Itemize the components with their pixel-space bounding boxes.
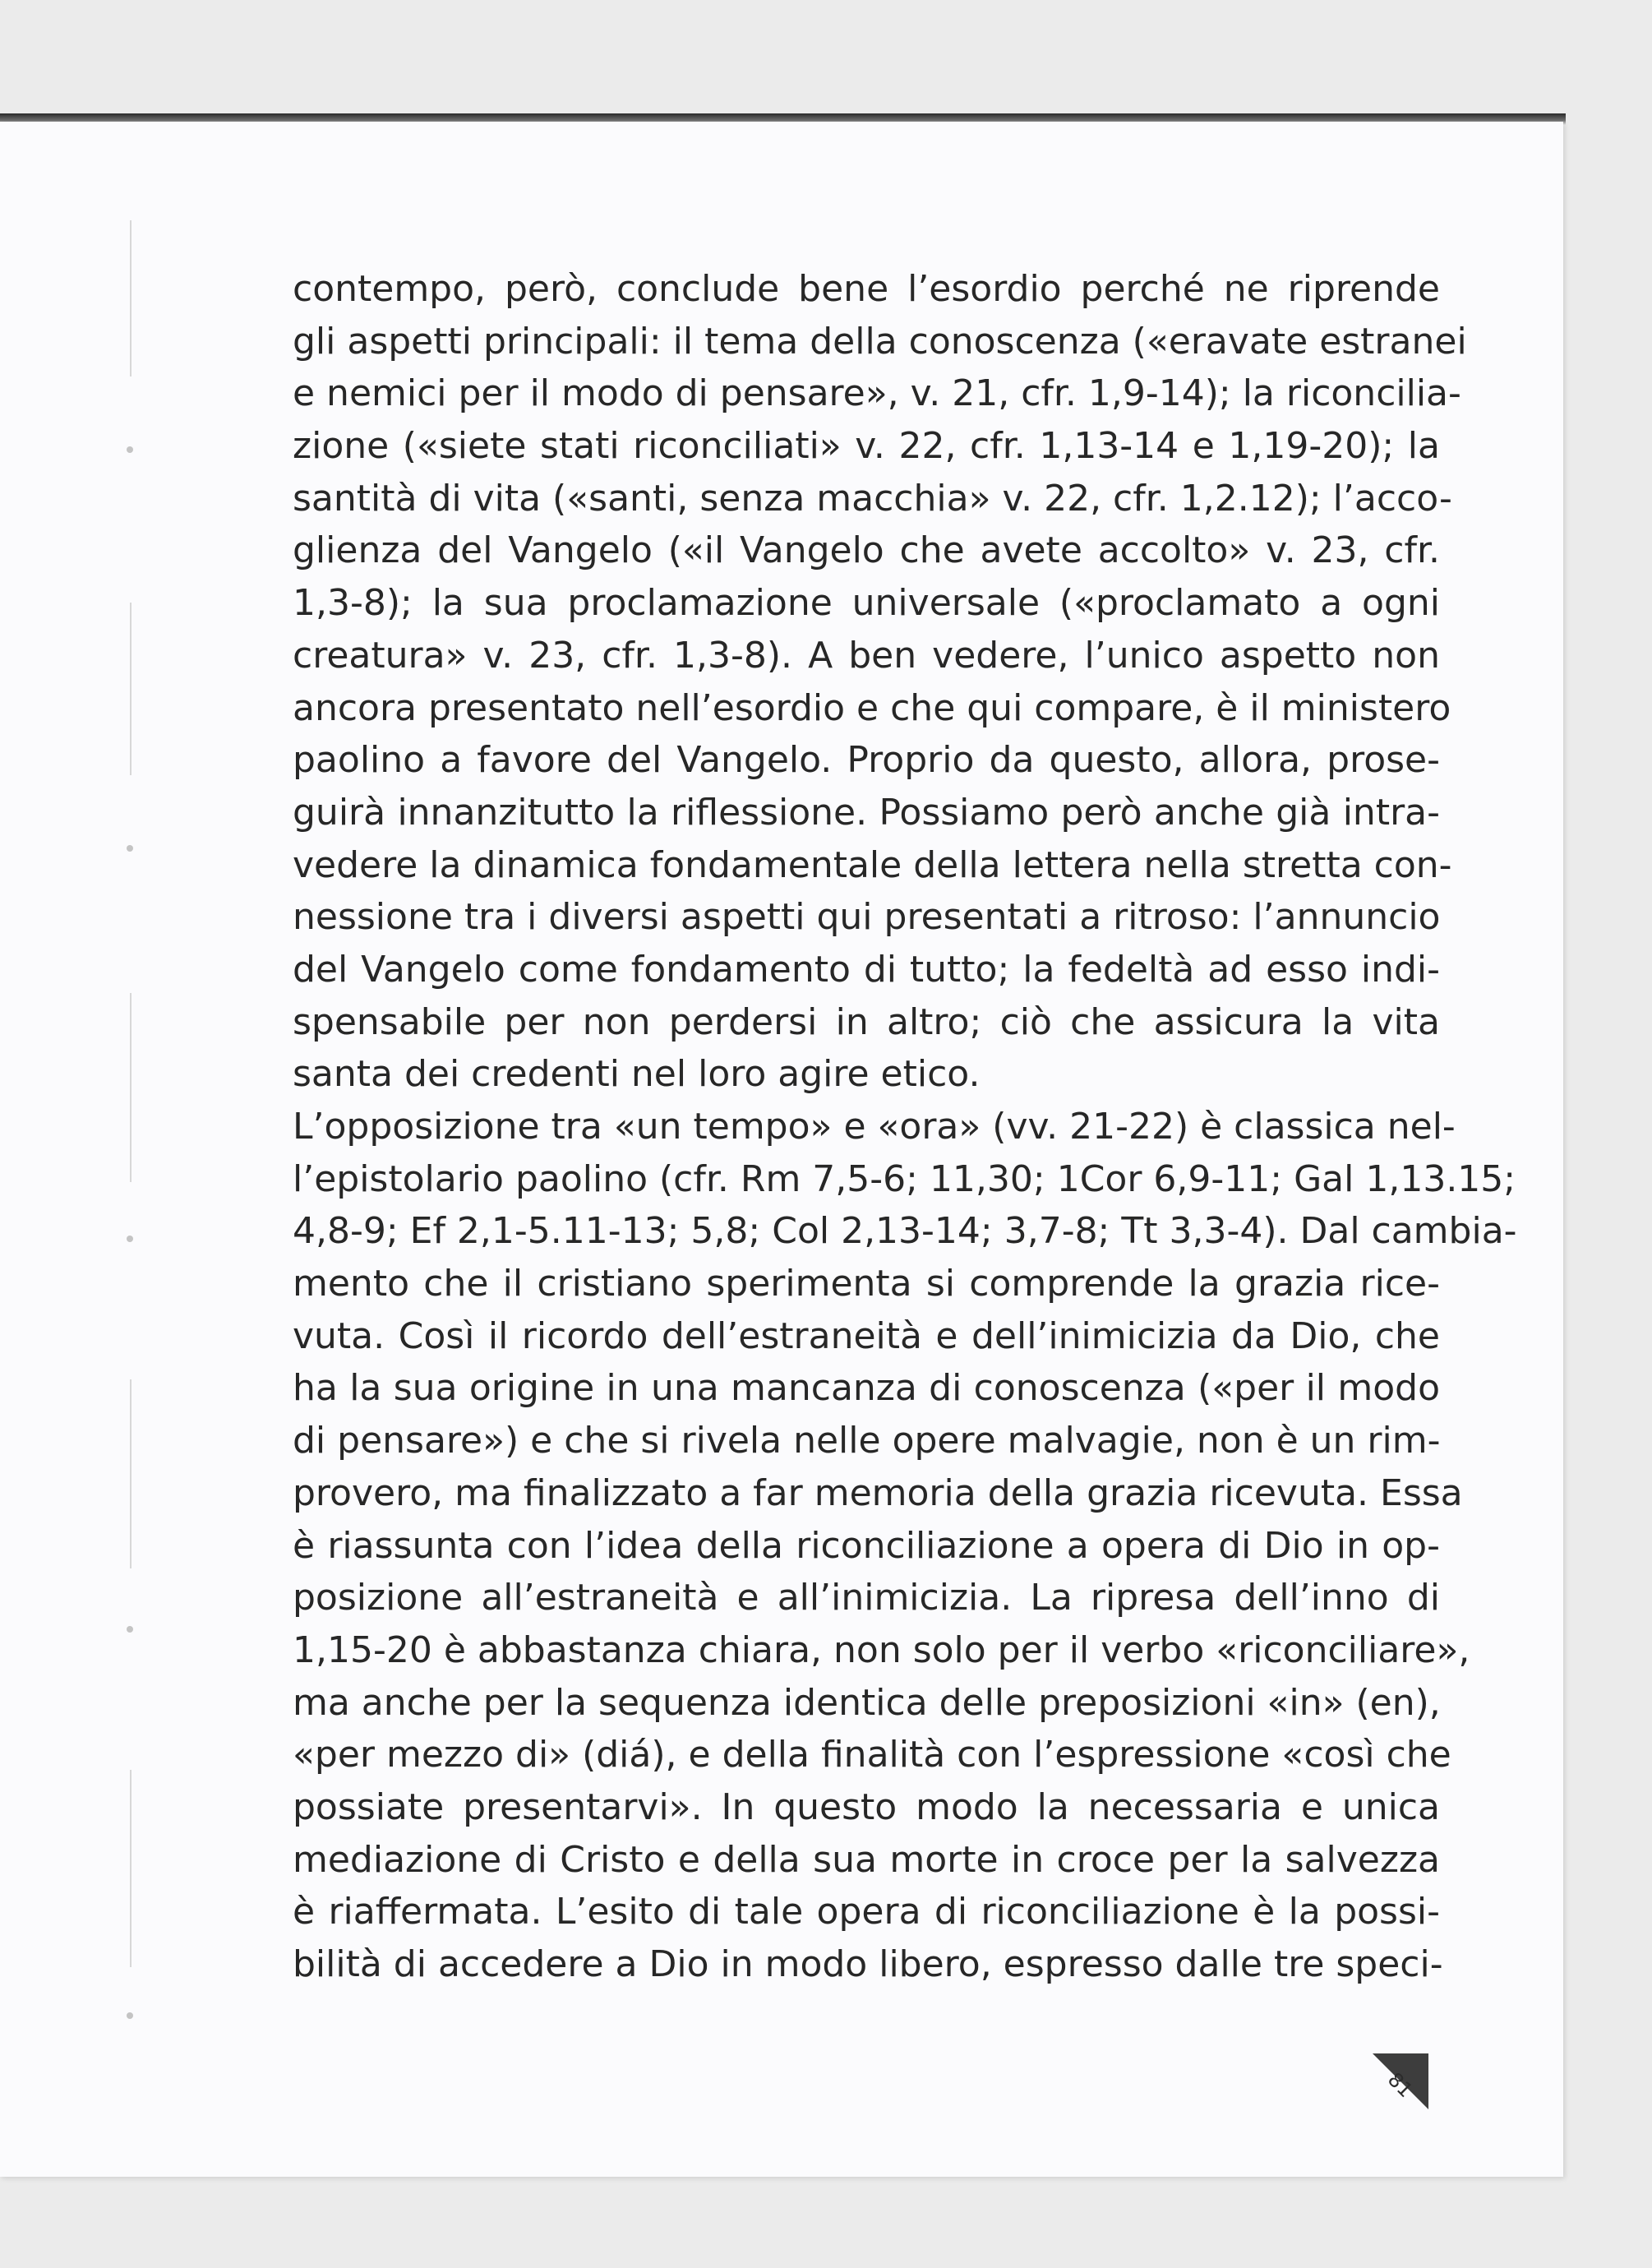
text-line: del Vangelo come fondamento di tutto; la fedeltà ad esso indi- — [293, 948, 1440, 991]
text-line: gli aspetti principali: il tema della conoscenza («eravate estranei — [293, 320, 1467, 363]
text-line: santa dei credenti nel loro agire etico. — [293, 1053, 981, 1096]
binding-thread-mark — [130, 220, 132, 376]
text-line: contempo, però, conclude bene l’esordio perché ne riprende — [293, 268, 1440, 310]
text-line: ancora presentato nell’esordio e che qui compare, è il ministero — [293, 686, 1451, 729]
text-line: vedere la dinamica fondamentale della lettera nella stretta con- — [293, 843, 1452, 886]
text-line: e nemici per il modo di pensare», v. 21, cfr. 1,9-14); la riconcilia- — [293, 372, 1461, 415]
text-line: possiate presentarvi». In questo modo la necessaria e unica — [293, 1785, 1440, 1828]
text-line: 1,3-8); la sua proclamazione universale («proclamato a ogni — [293, 582, 1440, 625]
text-line: guirà innanzitutto la riflessione. Possiamo però anche già intra- — [293, 791, 1440, 834]
page-number: 81 — [1382, 2067, 1418, 2103]
text-line: ha la sua origine in una mancanza di conoscenza («per il modo — [293, 1367, 1440, 1410]
text-line: mento che il cristiano sperimenta si comprende la grazia rice- — [293, 1263, 1440, 1305]
text-line: paolino a favore del Vangelo. Proprio da questo, allora, prose- — [293, 739, 1440, 782]
text-line: 4,8-9; Ef 2,1-5.11-13; 5,8; Col 2,13-14; 3,7-8; Tt 3,3-4). Dal cambia- — [293, 1210, 1517, 1253]
text-line: glienza del Vangelo («il Vangelo che avete accolto» v. 23, cfr. — [293, 529, 1440, 572]
text-line: «per mezzo di» (diá), e della finalità con l’espressione «così che — [293, 1734, 1451, 1776]
text-line: posizione all’estraneità e all’inimicizia. La ripresa dell’inno di — [293, 1577, 1440, 1619]
text-line: di pensare») e che si rivela nelle opere malvagie, non è un rim- — [293, 1420, 1441, 1462]
text-line: nessione tra i diversi aspetti qui presentati a ritroso: l’annuncio — [293, 896, 1441, 939]
text-line: mediazione di Cristo e della sua morte in croce per la salvezza — [293, 1838, 1440, 1881]
binding-thread-mark — [130, 1770, 132, 1967]
binding-thread-mark — [130, 1379, 132, 1568]
text-line: creatura» v. 23, cfr. 1,3-8). A ben vedere, l’unico aspetto non — [293, 634, 1440, 677]
text-line: provero, ma finalizzato a far memoria della grazia ricevuta. Essa — [293, 1471, 1463, 1514]
binding-thread-mark — [130, 603, 132, 775]
binding-stitch-dot — [127, 446, 133, 453]
text-line: è riassunta con l’idea della riconciliazione a opera di Dio in op- — [293, 1524, 1440, 1567]
text-line: è riaffermata. L’esito di tale opera di riconciliazione è la possi- — [293, 1891, 1440, 1933]
text-line: santità di vita («santi, senza macchia» v. 22, cfr. 1,2.12); l’acco- — [293, 477, 1452, 520]
binding-thread-mark — [130, 993, 132, 1182]
paragraph-1 — [293, 263, 1467, 1101]
binding-stitch-dot — [127, 845, 133, 852]
body-text — [293, 263, 1517, 1991]
text-line: 1,15-20 è abbastanza chiara, non solo per il verbo «riconciliare», — [293, 1628, 1470, 1671]
binding-stitch-dot — [127, 1626, 133, 1633]
binding-stitch-dot — [127, 2012, 133, 2019]
binding-stitch-dot — [127, 1236, 133, 1242]
page-number-corner — [1373, 2053, 1428, 2109]
text-line: vuta. Così il ricordo dell’estraneità e dell’inimicizia da Dio, che — [293, 1314, 1440, 1357]
text-line: zione («siete stati riconciliati» v. 22, cfr. 1,13-14 e 1,19-20); la — [293, 425, 1440, 468]
text-line: bilità di accedere a Dio in modo libero, espresso dalle tre speci- — [293, 1943, 1443, 1985]
text-line: l’epistolario paolino (cfr. Rm 7,5-6; 11,30; 1Cor 6,9-11; Gal 1,13.15; — [293, 1157, 1516, 1200]
text-line: ma anche per la sequenza identica delle preposizioni «in» (en), — [293, 1681, 1441, 1724]
paragraph-2 — [293, 1101, 1517, 1991]
text-line: L’opposizione tra «un tempo» e «ora» (vv. 21-22) è classica nel- — [293, 1106, 1456, 1148]
text-line: spensabile per non perdersi in altro; ciò che assicura la vita — [293, 1000, 1440, 1043]
